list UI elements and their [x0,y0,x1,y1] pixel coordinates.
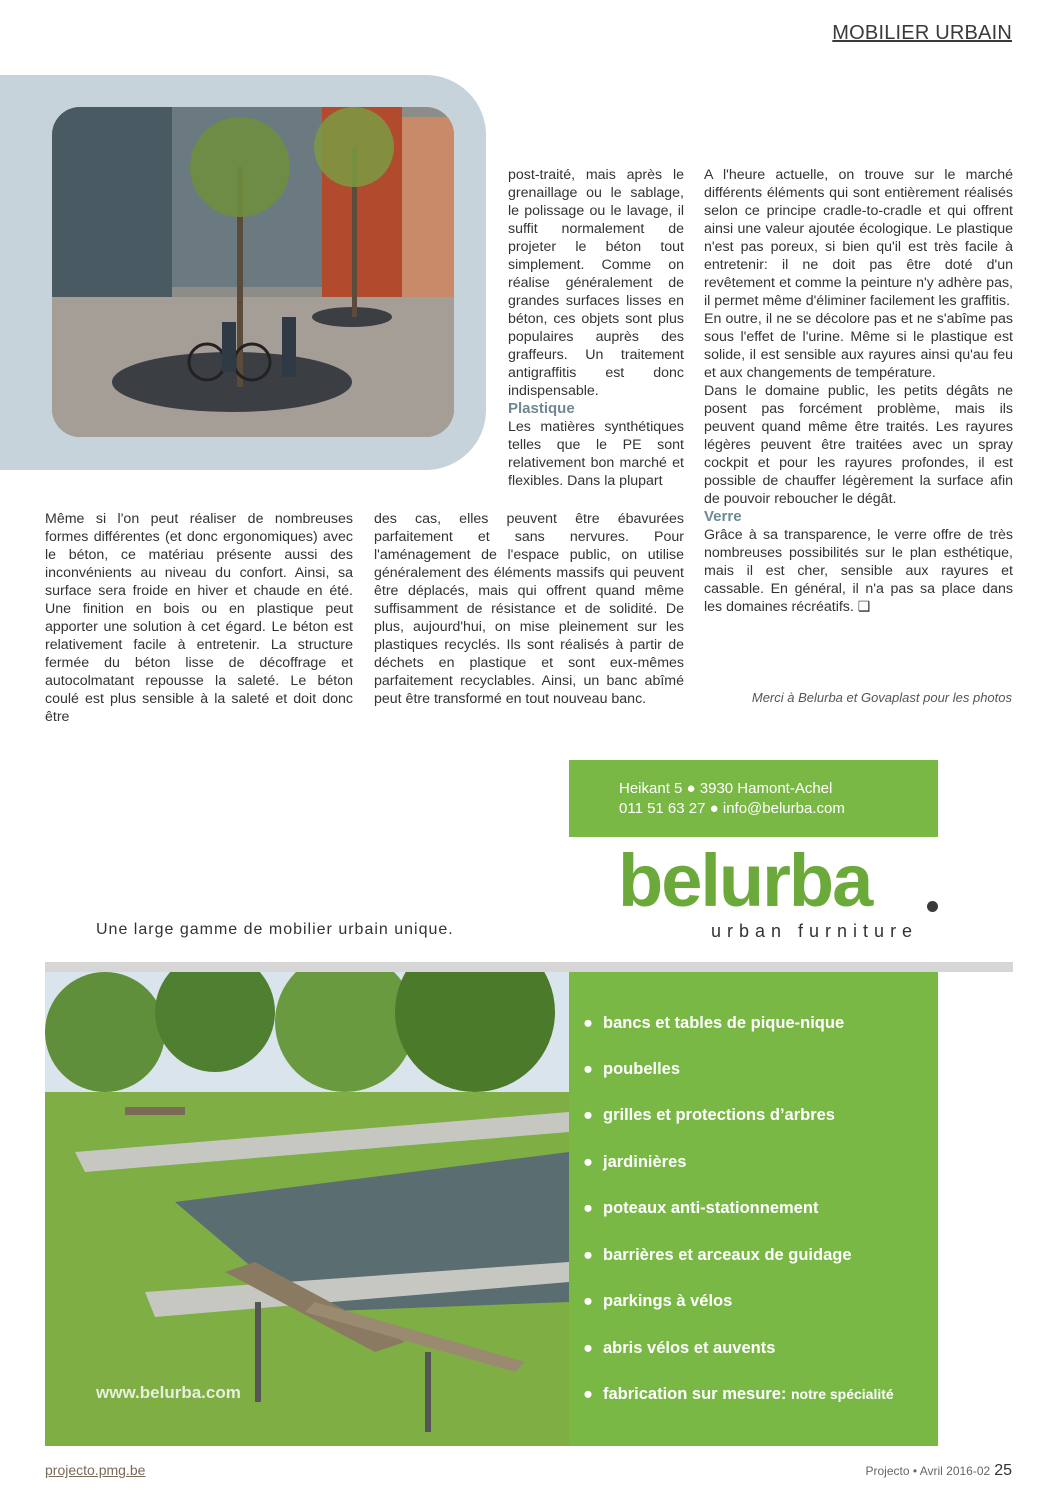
column-3-text [704,166,1013,616]
ad-list-item-label: jardinières [603,1153,687,1171]
ad-list-item-label: parkings à vélos [603,1292,733,1310]
page-number: 25 [994,1462,1012,1479]
paragraph: En outre, il ne se décolore pas et ne s'abîme pas sous l'effet de l'urine. Même si le plastique est solide, il est sensible aux rayures ainsi qu'au feu et aux changements de température. [704,311,1013,381]
ad-list-item-label: poubelles [603,1060,681,1078]
ad-list-item [583,1339,775,1358]
section-title: MOBILIER URBAIN [832,22,1012,44]
ad-contact: 011 51 63 27 ● info@belurba.com [619,800,845,817]
paragraph: Les matières synthétiques telles que le PE sont relativement bon marché et flexibles. Dans la plupart [508,419,684,489]
street-photo-illustration [52,107,454,437]
footer-issue-label: Projecto • Avril 2016-02 [865,1464,991,1478]
bullet-icon: ● [583,1060,593,1078]
ad-list-item [583,1060,680,1079]
paragraph: Même si l'on peut réaliser de nombreuses formes différentes (et donc ergonomiques) avec le béton, ce matériau présente aussi des inconvénients au niveau du confort. Ainsi, sa surface sera froide en hiver et chaude en été. Une finition en bois ou en plastique peut apporter une solution à cet égard. Le béton est relativement facile à entretenir. La structure fermée du béton lisse de décoffrage et autocolmatant repousse la saleté. Le béton coulé est plus sensible à la saleté et doit donc être [45,511,353,725]
paragraph [704,526,1013,616]
ad-list-item [583,1153,686,1172]
column-1-text [45,510,353,726]
ad-contact-box [569,760,938,837]
end-mark-icon: ❑ [857,599,871,615]
footer-issue [865,1462,1012,1480]
ad-list-item-label: barrières et arceaux de guidage [603,1246,852,1264]
ad-watermark: www.belurba.com [96,1383,241,1402]
logo-dot [927,901,938,912]
paragraph: A l'heure actuelle, on trouve sur le marché différents éléments qui sont entièrement réalisés selon ce principe cradle-to-cradle et qui offrent ainsi une valeur ajoutée écologique. Le plastique n'est pas poreux, si bien qu'il est très facile à entretenir: il ne doit pas être doté d'un revêtement et comme la peinture n'y adhère pas, il permet même d'éliminer facilement les graffitis. [704,167,1013,309]
street-tree-grate-photo [52,107,454,437]
footer-site-link[interactable]: projecto.pmg.be [45,1462,146,1478]
paragraph: post-traité, mais après le grenaillage ou le sablage, le polissage ou le lavage, il suffit normalement de projeter le béton tout simplement. Comme on réalise généralement de grandes surfaces lisses en béton, ces objets sont plus populaires auprès des graffeurs. Un traitement antigraffitis est donc indispensable. [508,167,684,399]
bullet-icon: ● [583,1339,593,1357]
ad-list-item [583,1106,835,1125]
ad-tagline: Une large gamme de mobilier urbain unique. [96,921,454,938]
belurba-logo: belurba [618,839,872,922]
ad-list-item [583,1199,818,1218]
ad-list-item [583,1292,732,1311]
ad-list-item-label: fabrication sur mesure: [603,1385,787,1403]
ad-list-item [583,1385,894,1404]
ad-list-item [583,1246,852,1265]
paragraph: Dans le domaine public, les petits dégâts ne posent pas forcément problème, mais ils peuvent quand même être traités. Les rayures légères peuvent être traitées avec un spray cockpit et pour les rayures profondes, il est possible de chauffer légèrement la surface afin de pouvoir reboucher le dégât. [704,383,1013,507]
photo-credit: Merci à Belurba et Govaplast pour les photos [751,690,1012,705]
ad-list-item-suffix: notre spécialité [790,1386,894,1402]
ad-list-item-label: grilles et protections d’arbres [603,1106,835,1124]
park-bench-photo [45,972,569,1446]
ad-list-item-label: bancs et tables de pique-nique [603,1014,845,1032]
column-2-bottom-text [374,510,684,708]
ad-address: Heikant 5 ● 3930 Hamont-Achel [619,780,833,797]
bullet-icon: ● [583,1385,593,1403]
bullet-icon: ● [583,1246,593,1264]
bullet-icon: ● [583,1014,593,1032]
ad-list-item-label: poteaux anti-stationnement [603,1199,819,1217]
subheading-verre: Verre [704,508,742,525]
bullet-icon: ● [583,1199,593,1217]
ad-product-list [569,972,938,1446]
logo-subtitle: urban furniture [711,921,919,941]
ad-list-item-label: abris vélos et auvents [603,1339,776,1357]
divider-bar [45,962,1013,972]
paragraph-text: Grâce à sa transparence, le verre offre de très nombreuses possibilités sur le plan esthétique, mais il est cher, sensible aux rayures et cassable. En général, il n'a pas sa place dans les domaines récréatifs. [704,527,1013,615]
ad-list-item [583,1014,844,1033]
bullet-icon: ● [583,1292,593,1310]
bullet-icon: ● [583,1153,593,1171]
park-photo-illustration [45,972,569,1446]
bullet-icon: ● [583,1106,593,1124]
paragraph: des cas, elles peuvent être ébavurées parfaitement et sans nervures. Pour l'aménagement de l'espace public, on utilise généralement des éléments massifs qui peuvent être déplacés, mais qui offrent quand même suffisamment de résistance et de solidité. De plus, aujourd'hui, on mise pleinement sur les plastiques recyclés. Ils sont réalisés à partir de déchets en plastique et sont eux-mêmes parfaitement recyclables. Ainsi, un banc abîmé peut être transformé en tout nouveau banc. [374,511,684,707]
subheading-plastique: Plastique [508,400,575,417]
column-2-top-text [508,166,684,490]
